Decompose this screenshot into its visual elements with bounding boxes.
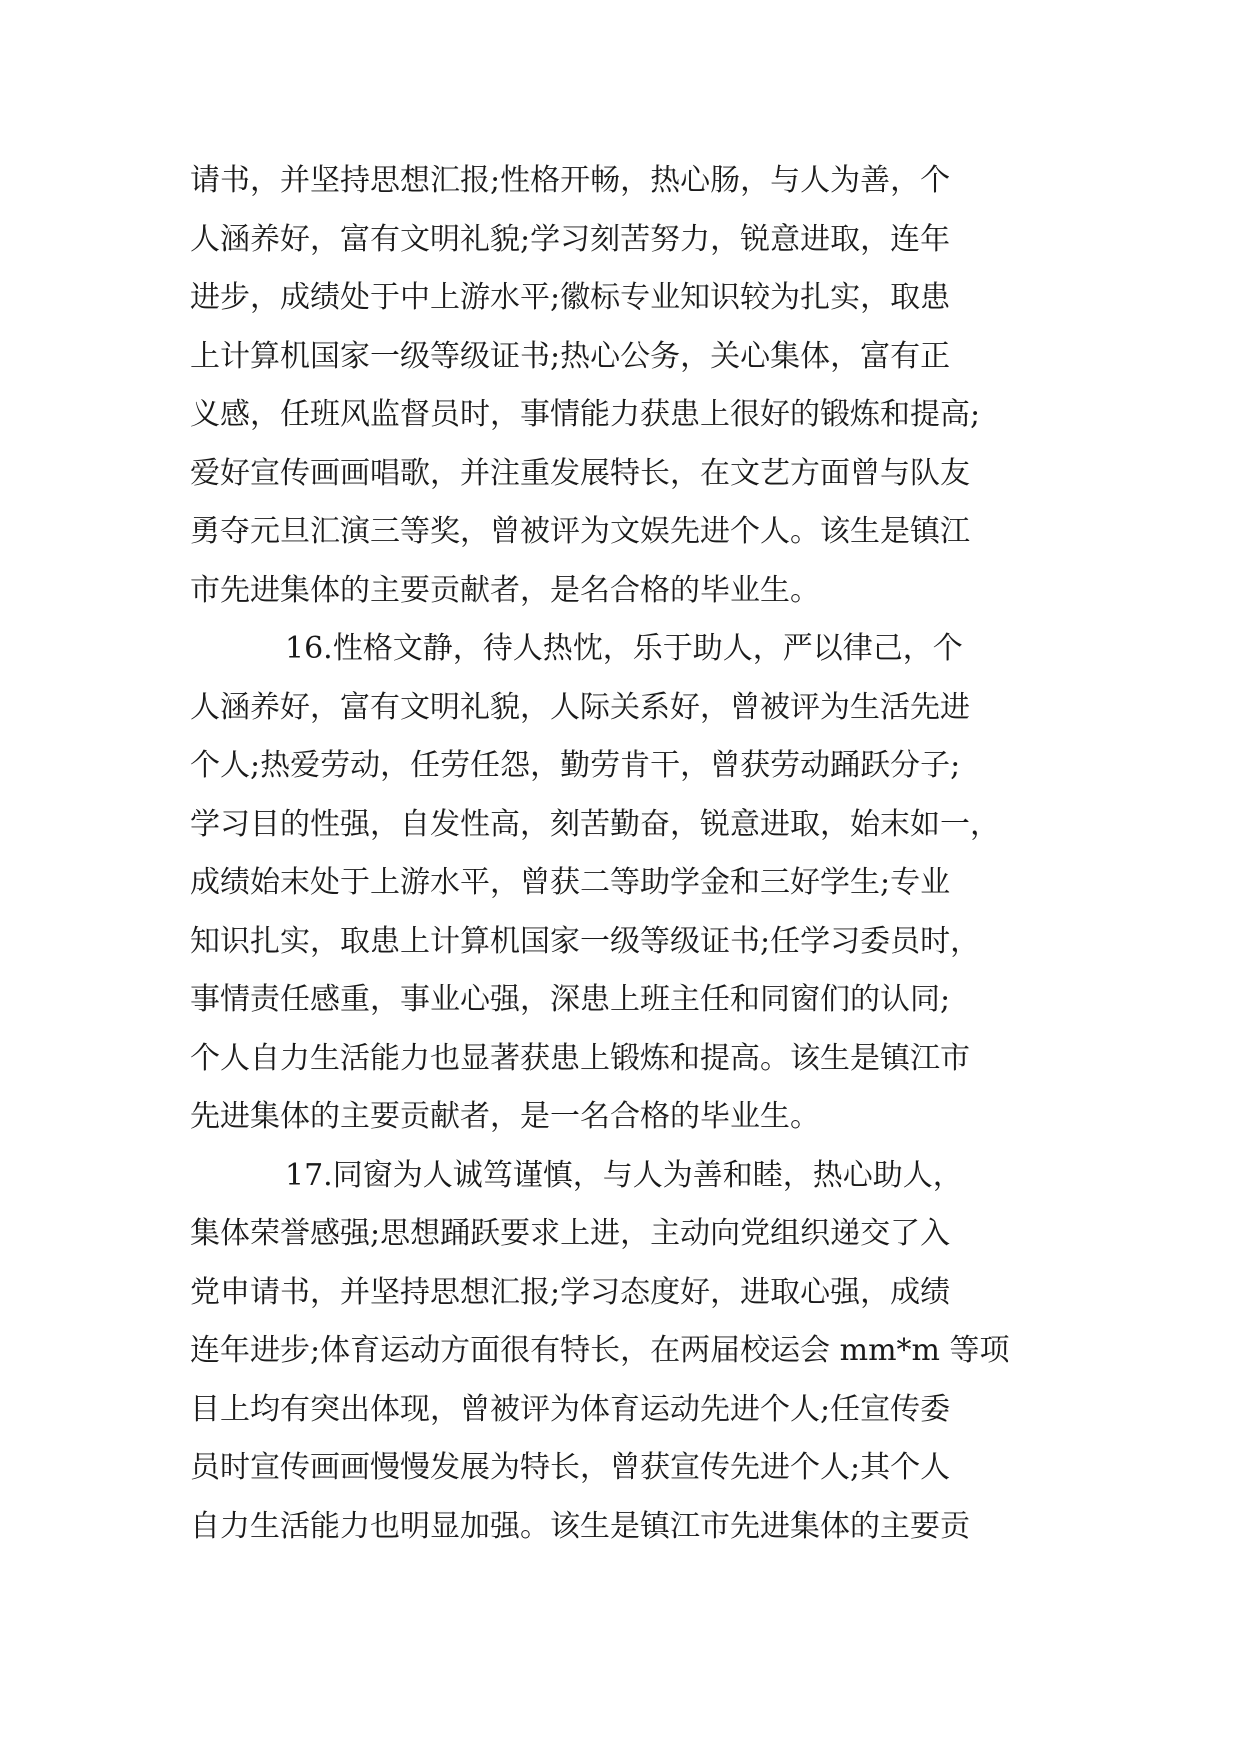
text-line: 爱好宣传画画唱歌，并注重发展特长，在文艺方面曾与队友 xyxy=(190,455,970,491)
text-line: 学习目的性强，自发性高，刻苦勤奋，锐意进取，始末如一， xyxy=(190,806,1000,842)
text-line: 自力生活能力也明显加强。该生是镇江市先进集体的主要贡 xyxy=(190,1508,970,1544)
text-line: 事情责任感重，事业心强，深患上班主任和同窗们的认同; xyxy=(190,982,951,1017)
text-line: 勇夺元旦汇演三等奖，曾被评为文娱先进个人。该生是镇江 xyxy=(190,514,970,549)
body-text xyxy=(190,152,1070,1556)
text-line: 连年进步;体育运动方面很有特长，在两届校运会 mm*m 等项 xyxy=(190,1333,1010,1368)
text-line: 集体荣誉感强;思想踊跃要求上进，主动向党组织递交了入 xyxy=(190,1216,951,1251)
text-line: 17.同窗为人诚笃谨慎，与人为善和睦，热心助人， xyxy=(285,1157,963,1193)
text-line: 请书，并坚持思想汇报;性格开畅，热心肠，与人为善，个 xyxy=(190,163,951,198)
text-line: 人涵养好，富有文明礼貌;学习刻苦努力，锐意进取，连年 xyxy=(190,221,951,257)
text-line: 人涵养好，富有文明礼貌，人际关系好，曾被评为生活先进 xyxy=(190,689,970,725)
text-line: 目上均有突出体现，曾被评为体育运动先进个人;任宣传委 xyxy=(190,1391,951,1427)
text-line: 个人;热爱劳动，任劳任怨，勤劳肯干，曾获劳动踊跃分子; xyxy=(190,748,961,783)
text-line: 成绩始末处于上游水平，曾获二等助学金和三好学生;专业 xyxy=(190,865,951,900)
text-line: 先进集体的主要贡献者，是一名合格的毕业生。 xyxy=(190,1099,820,1134)
text-line: 党申请书，并坚持思想汇报;学习态度好，进取心强，成绩 xyxy=(190,1274,951,1310)
text-line: 市先进集体的主要贡献者，是名合格的毕业生。 xyxy=(190,572,820,608)
text-line: 16.性格文静，待人热忱，乐于助人，严以律己，个 xyxy=(285,631,963,666)
text-line: 知识扎实，取患上计算机国家一级等级证书;任学习委员时， xyxy=(190,923,981,959)
paragraph-16 xyxy=(190,620,1070,1147)
paragraph-15-continued xyxy=(190,152,1070,620)
text-line: 进步，成绩处于中上游水平;徽标专业知识较为扎实，取患 xyxy=(190,280,951,315)
text-line: 个人自力生活能力也显著获患上锻炼和提高。该生是镇江市 xyxy=(190,1040,970,1076)
text-line: 员时宣传画画慢慢发展为特长，曾获宣传先进个人;其个人 xyxy=(190,1450,951,1485)
text-line: 义感，任班风监督员时，事情能力获患上很好的锻炼和提高; xyxy=(190,397,981,432)
text-line: 上计算机国家一级等级证书;热心公务，关心集体，富有正 xyxy=(190,338,951,374)
paragraph-17 xyxy=(190,1147,1070,1557)
